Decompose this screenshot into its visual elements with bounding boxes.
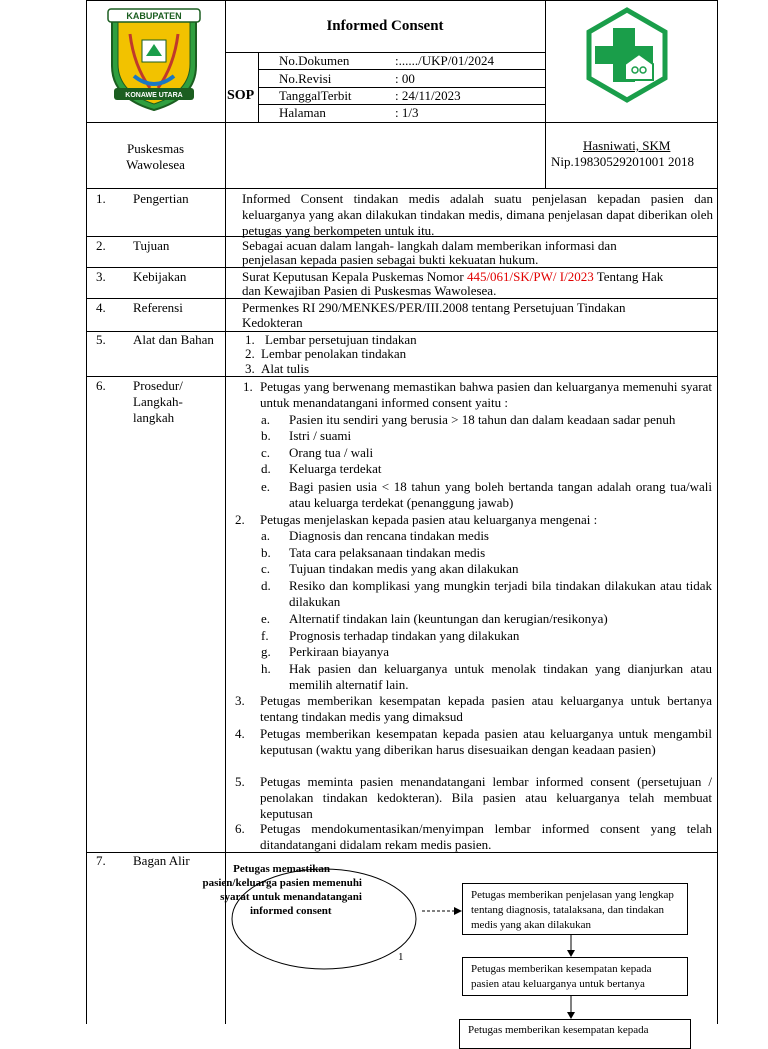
signer-nip: Nip.19830529201001 2018 <box>551 154 694 169</box>
list-number: 1. <box>245 332 255 347</box>
kebijakan-text-post: Tentang Hak <box>593 269 664 284</box>
document-title: Informed Consent <box>326 18 444 34</box>
list-item: Lembar persetujuan tindakan <box>265 332 417 347</box>
substep-text: Alternatif tindakan lain (keuntungan dan kerugian/resikonya) <box>289 611 608 626</box>
regency-logo <box>104 6 204 114</box>
section-label-bagan-alir: Bagan Alir <box>133 853 190 868</box>
substep-number: d. <box>261 461 271 476</box>
section-label-prosedur: Prosedur/ <box>133 378 183 393</box>
substep-text: Tujuan tindakan medis yang akan dilakukan <box>289 561 519 576</box>
meta-label-no-revisi: No.Revisi <box>279 71 332 86</box>
ellipse-text-line4: informed consent <box>250 905 332 917</box>
flowchart-box-1: Petugas memberikan penjelasan yang lengkap tentang diagnosis, tatalaksana, dan tindakan medis yang akan dilakukan <box>462 883 688 935</box>
org-name-line1: Puskesmas <box>126 141 185 156</box>
substep-number: g. <box>261 644 271 659</box>
flowchart-box-2: Petugas memberikan kesempatan kepada pasien atau keluarganya untuk bertanya <box>462 957 688 996</box>
step-text: Petugas meminta pasien menandatangani lembar informed consent (persetujuan / penolakan tindakan kedokteran). Bila pasien atau keluarganya telah membuat keputusan <box>260 774 712 821</box>
step-number: 4. <box>235 726 245 741</box>
meta-label-halaman: Halaman <box>279 105 326 120</box>
step-number: 6. <box>235 821 245 836</box>
kebijakan-text-pre: Surat Keputusan Kepala Puskemas Nomor <box>242 269 467 284</box>
puskesmas-logo <box>583 6 671 106</box>
list-item: Lembar penolakan tindakan <box>261 346 407 361</box>
substep-number: c. <box>261 561 271 576</box>
pengertian-text: Informed Consent tindakan medis adalah suatu penjelasan kepadan pasien dan keluarganya yang akan dilakukan tindakan medis, dimana penjelasan dapat diberikan oleh petugas yang berkompeten untuk itu. <box>242 191 713 238</box>
step-number: 3. <box>235 693 245 708</box>
substep-number: b. <box>261 428 271 443</box>
section-label-prosedur: langkah <box>133 410 175 425</box>
step-text: Petugas memberikan kesempatan kepada pasien atau keluarganya untuk mengambil keputusan (waktu yang diberikan harus disesuaikan dengan keadaan pasien) <box>260 726 712 757</box>
flowchart <box>202 853 717 1036</box>
substep-number: f. <box>261 628 269 643</box>
ellipse-text-line2: pasien/keluarga pasien memenuhi <box>202 877 362 889</box>
section-number: 6. <box>96 378 106 393</box>
meta-value-no-revisi: : 00 <box>395 71 415 86</box>
section-label-pengertian: Pengertian <box>133 191 189 206</box>
substep-number: h. <box>261 661 271 676</box>
list-item: Alat tulis <box>261 361 310 376</box>
meta-label-tanggal-terbit: TanggalTerbit <box>279 88 352 103</box>
substep-text: Istri / suami <box>289 428 352 443</box>
tujuan-text-line2: penjelasan kepada pasien sebagai bukti kekuatan hukum. <box>242 252 539 267</box>
section-label-referensi: Referensi <box>133 300 183 315</box>
meta-value-tanggal-terbit: : 24/11/2023 <box>395 88 461 103</box>
section-label-prosedur: Langkah- <box>133 394 183 409</box>
step-number: 5. <box>235 774 245 789</box>
ellipse-text-line3: syarat untuk menandatangani <box>220 891 362 903</box>
substep-number: a. <box>261 412 271 427</box>
substep-text: Prognosis terhadap tindakan yang dilakukan <box>289 628 520 643</box>
flowchart-box-3: Petugas memberikan kesempatan kepada <box>459 1019 691 1049</box>
section-number: 4. <box>96 300 106 315</box>
section-number: 3. <box>96 269 106 284</box>
substep-number: b. <box>261 545 271 560</box>
substep-number: c. <box>261 445 271 460</box>
substep-text: Diagnosis dan rencana tindakan medis <box>289 528 489 543</box>
section-number: 7. <box>96 853 106 868</box>
kebijakan-decree-number: 445/061/SK/PW/ I/2023 <box>466 269 594 284</box>
step-text: Petugas yang berwenang memastikan bahwa pasien dan keluarganya memenuhi syarat untuk menandatangani informed consent yaitu : <box>260 379 712 410</box>
step-number: 2. <box>235 512 245 527</box>
referensi-text-line1: Permenkes RI 290/MENKES/PER/III.2008 tentang Persetujuan Tindakan <box>242 300 626 315</box>
list-number: 2. <box>245 346 255 361</box>
substep-number: e. <box>261 479 271 494</box>
step-text: Petugas memberikan kesempatan kepada pasien atau keluarganya untuk bertanya tentang tindakan medis yang dimaksud <box>260 693 712 724</box>
ellipse-text-line1: Petugas memastikan <box>233 863 330 875</box>
section-number: 2. <box>96 238 106 253</box>
section-number: 1. <box>96 191 106 206</box>
substep-text: Tata cara pelaksanaan tindakan medis <box>289 545 486 560</box>
substep-text: Orang tua / wali <box>289 445 374 460</box>
substep-text: Perkiraan biayanya <box>289 644 389 659</box>
kebijakan-text-line2: dan Kewajiban Pasien di Puskesmas Wawolesea. <box>242 283 497 298</box>
ellipse-number: 1 <box>398 951 404 963</box>
list-number: 3. <box>245 361 255 376</box>
substep-text: Bagi pasien usia < 18 tahun yang boleh bertanda tangan adalah orang tua/wali atau keluarga terdekat (penanggung jawab) <box>289 479 712 510</box>
tujuan-text-line1: Sebagai acuan dalam langah- langkah dalam memberikan informasi dan <box>242 238 617 253</box>
logo-top-text: KABUPATEN <box>126 11 182 21</box>
step-number: 1. <box>243 379 253 394</box>
substep-text: Keluarga terdekat <box>289 461 382 476</box>
signer-name: Hasniwati, SKM <box>583 138 671 153</box>
substep-text: Hak pasien dan keluarganya untuk menolak tindakan yang dianjurkan atau memilih alternatif lain. <box>289 661 712 692</box>
logo-bottom-text: KONAWE UTARA <box>125 92 183 99</box>
substep-number: e. <box>261 611 271 626</box>
meta-value-no-dokumen: :....../UKP/01/2024 <box>395 53 494 68</box>
meta-label-no-dokumen: No.Dokumen <box>279 53 350 68</box>
section-label-tujuan: Tujuan <box>133 238 170 253</box>
section-label-kebijakan: Kebijakan <box>133 269 187 284</box>
substep-text: Resiko dan komplikasi yang mungkin terjadi bila tindakan dilakukan atau tidak dilakukan <box>289 578 712 609</box>
section-label-alat-bahan: Alat dan Bahan <box>133 332 214 347</box>
step-text: Petugas mendokumentasikan/menyimpan lembar informed consent yang telah ditandatangani didalam rekam medis pasien. <box>260 821 712 852</box>
substep-number: d. <box>261 578 271 593</box>
section-number: 5. <box>96 332 106 347</box>
sop-label: SOP <box>227 88 255 103</box>
substep-number: a. <box>261 528 271 543</box>
substep-text: Pasien itu sendiri yang berusia > 18 tahun dan dalam keadaan sadar penuh <box>289 412 676 427</box>
meta-value-halaman: : 1/3 <box>395 105 419 120</box>
referensi-text-line2: Kedokteran <box>242 315 303 330</box>
org-name-line2: Wawolesea <box>126 157 185 172</box>
step-text: Petugas menjelaskan kepada pasien atau keluarganya mengenai : <box>260 512 598 527</box>
